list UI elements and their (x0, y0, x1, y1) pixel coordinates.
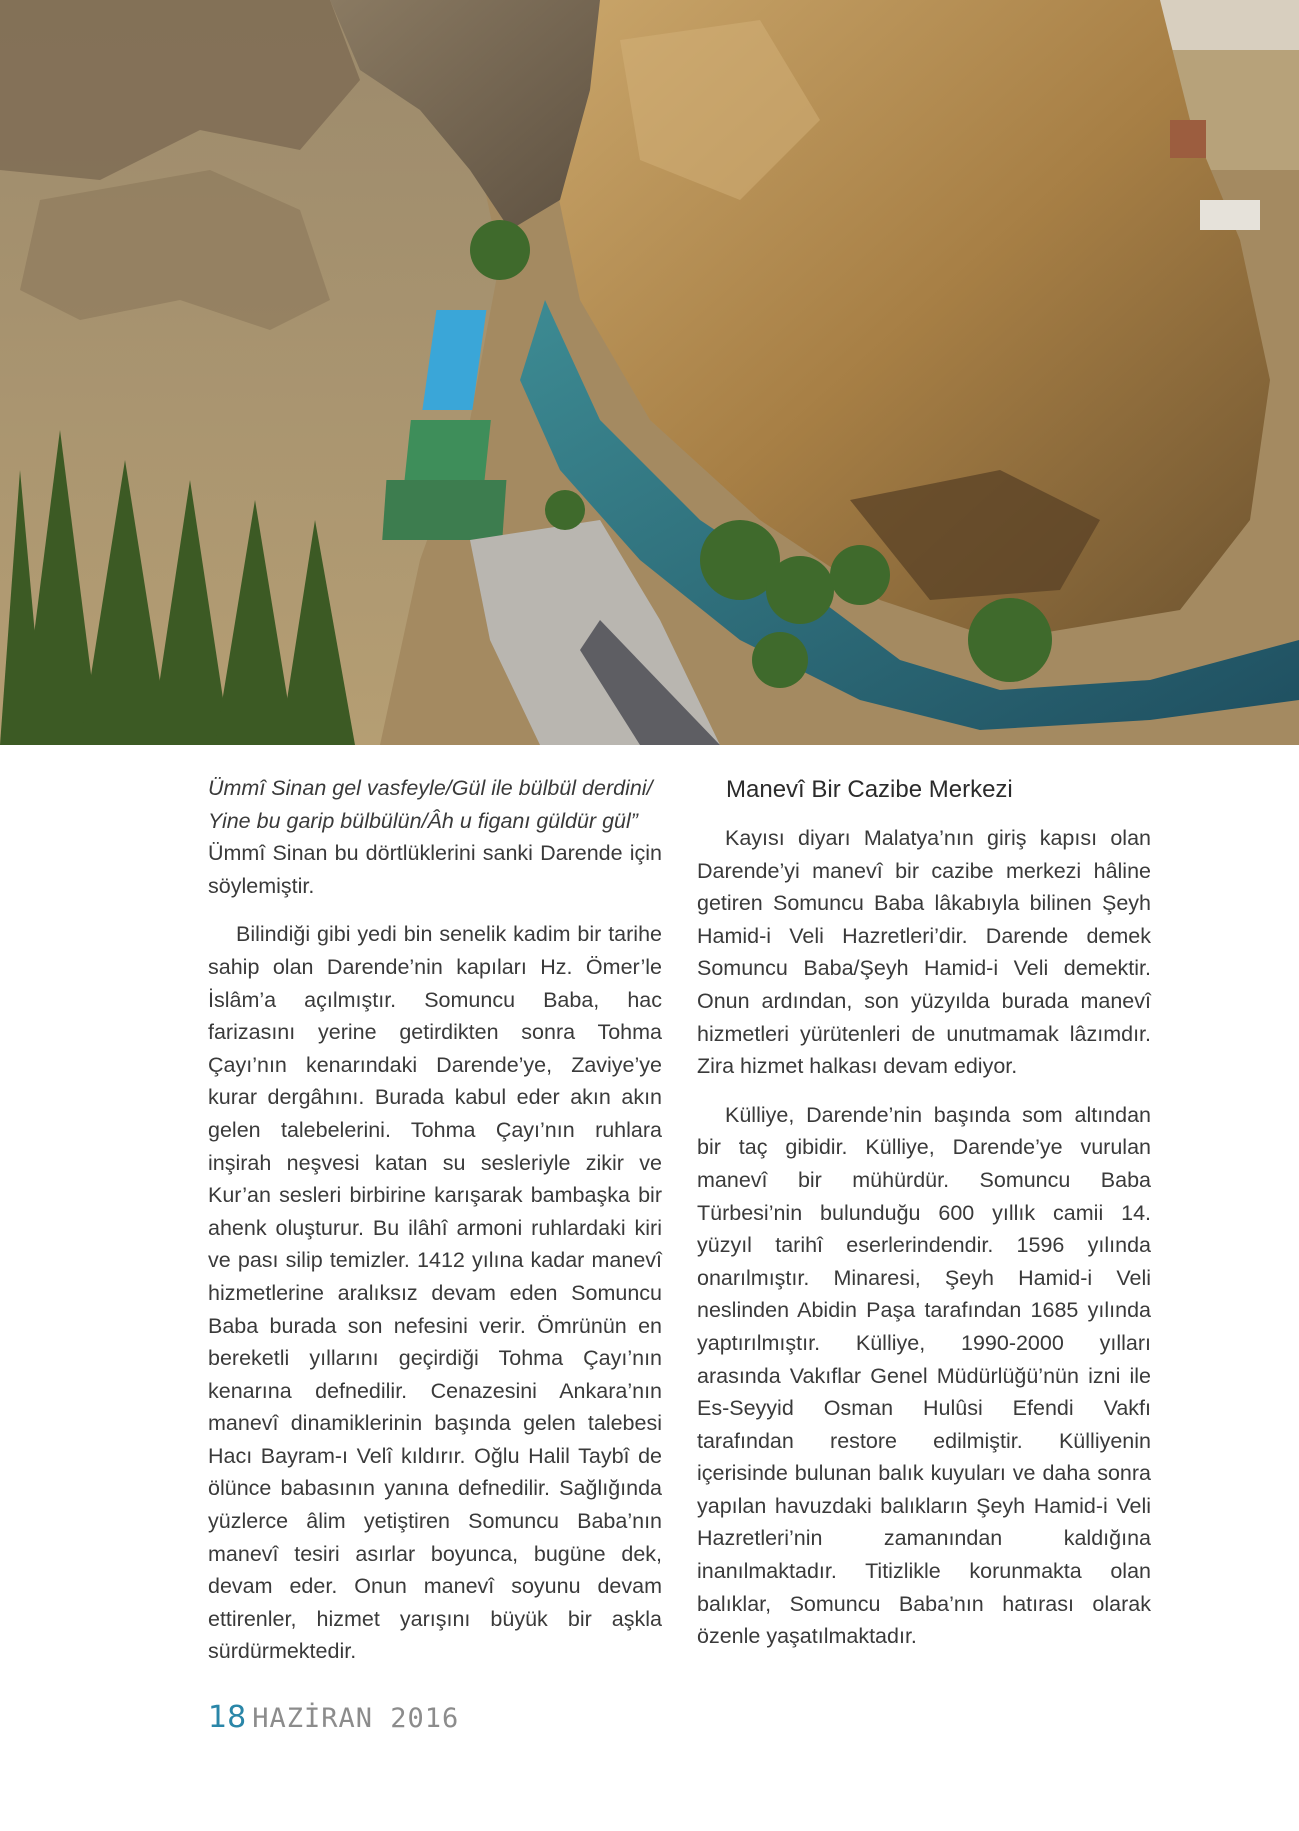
left-column (208, 772, 662, 1684)
page-footer (208, 1700, 459, 1736)
right-paragraph-1: Kayısı diyarı Malatya’nın giriş kapısı olan Darende’yi manevî bir cazibe merkezi hâline getiren Somuncu Baba lâkabıyla bilinen Şeyh Hamid-i Veli Hazretleri’dir. Darende demek Somuncu Baba/Şeyh Hamid-i Veli demektir. Onun ardından, son yüzyılda burada manevî hizmetleri yürütenleri de unutmamak lâzımdır. Zira hizmet halkası devam ediyor. (697, 826, 1151, 1079)
canyon-photo (0, 0, 1299, 745)
quote-tail: Ümmî Sinan bu dörtlüklerini sanki Darende için söylemiştir. (208, 841, 662, 898)
quote-line-1: Ümmî Sinan gel vasfeyle/Gül ile bülbül derdini/ (208, 776, 653, 800)
right-column (697, 772, 1151, 1669)
page-number: 18 (208, 1700, 247, 1735)
right-paragraph-2: Külliye, Darende’nin başında som altından bir taç gibidir. Külliye, Darende’ye vurulan manevî bir mühürdür. Somuncu Baba Türbesi’nin bulunduğu 600 yıllık camii 14. yüzyıl tarihî eserlerindendir. 1596 yılında onarılmıştır. Minaresi, Şeyh Hamid-i Veli neslinden Abidin Paşa tarafından 1685 yılında yaptırılmıştır. Külliye, 1990-2000 yılları arasında Vakıflar Genel Müdürlüğü’nün izni ile Es-Seyyid Osman Hulûsi Efendi Vakfı tarafından restore edilmiştir. Külliyenin içerisinde bulunan balık kuyuları ve daha sonra yapılan havuzdaki balıkların Şeyh Hamid-i Veli Hazretleri’nin zamanından kaldığına inanılmaktadır. Titizlikle korunmakta olan balıklar, Somuncu Baba’nın hatırası olarak özenle yaşatılmaktadır. (697, 1102, 1151, 1649)
quote-line-2: Yine bu garip bülbülün/Âh u figanı güldür gül” (208, 808, 638, 833)
left-paragraph-2: Bilindiği gibi yedi bin senelik kadim bir tarihe sahip olan Darende’nin kapıları Hz. Ömer’le İslâm’a açılmıştır. Somuncu Baba, hac farizasını yerine getirdikten sonra Tohma Çayı’nın kenarındaki Darende’ye, Zaviye’ye kurar dergâhını. Burada kabul eder akın akın gelen talebelerini. Tohma Çayı’nın ruhlara inşirah neşvesi katan su sesleriyle zikir ve Kur’an sesleri birbirine karışarak bambaşka bir ahenk oluşturur. Bu ilâhî armoni ruhlardaki kiri ve pası silip temizler. 1412 yılına kadar manevî hizmetlerine aralıksız devam eden Somuncu Baba burada son nefesini verir. Ömrünün en bereketli yıllarını geçirdiği Tohma Çayı’nın kenarına defnedilir. Cenazesini Ankara’nın manevî dinamiklerinin başında gelen talebesi Hacı Bayram-ı Velî kıldırır. Oğlu Halil Taybî de ölünce babasının yanına defnedilir. Sağlığında yüzlerce âlim yetiştiren Somuncu Baba’nın manevî tesiri asırlar boyunca, bugüne dek, devam eder. Onun manevî soyunu devam ettirenler, hizmet yarışını büyük bir aşkla sürdürmektedir. (208, 922, 662, 1664)
issue-label: HAZİRAN 2016 (252, 1703, 460, 1734)
section-heading: Manevî Bir Cazibe Merkezi (726, 776, 1013, 803)
